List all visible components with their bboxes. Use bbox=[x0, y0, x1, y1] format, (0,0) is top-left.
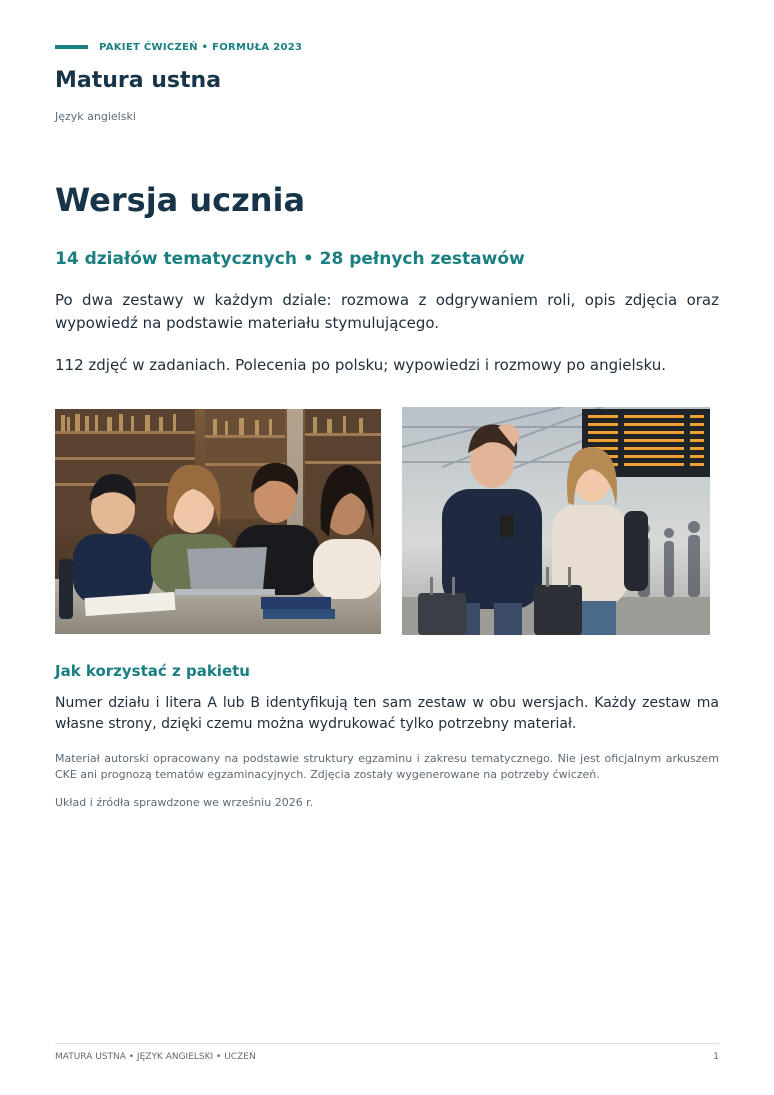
verification-note: Układ i źródła sprawdzone we wrześniu 2026 r. bbox=[55, 796, 314, 809]
photo-travellers-station-image bbox=[402, 407, 710, 635]
disclaimer-note: Materiał autorski opracowany na podstawie struktury egzaminu i zakresu tematycznego. Nie jest oficjalnym arkuszem CKE ani prognozą tematów egzaminacyjnych. Zdjęcia zostały wygenerowane na potrzeby ćwiczeń. bbox=[55, 752, 719, 781]
page-number: 1 bbox=[713, 1052, 719, 1062]
tagline: 14 działów tematycznych • 28 pełnych zestawów bbox=[55, 249, 525, 269]
document-subtitle: Język angielski bbox=[55, 110, 136, 123]
footer-divider bbox=[55, 1043, 719, 1044]
section-heading: Jak korzystać z pakietu bbox=[55, 662, 250, 680]
section-body: Numer działu i litera A lub B identyfikują ten sam zestaw w obu wersjach. Każdy zestaw ma własne strony, dzięki czemu można wydrukować tylko potrzebny materiał. bbox=[55, 695, 719, 732]
version-heading: Wersja ucznia bbox=[55, 181, 306, 219]
eyebrow-label: PAKIET ĆWICZEŃ • FORMUŁA 2023 bbox=[99, 41, 303, 53]
eyebrow-accent-bar bbox=[55, 45, 88, 49]
photo-travellers-station bbox=[402, 407, 710, 635]
photo-students-library-image bbox=[55, 409, 381, 634]
document-title: Matura ustna bbox=[55, 68, 222, 93]
footer-running-title: MATURA USTNA • JĘZYK ANGIELSKI • UCZEŃ bbox=[55, 1052, 256, 1062]
intro-paragraph: 112 zdjęć w zadaniach. Polecenia po polsku; wypowiedzi i rozmowy po angielsku. bbox=[55, 356, 667, 374]
photo-students-library bbox=[55, 409, 381, 634]
intro-paragraph: Po dwa zestawy w każdym dziale: rozmowa z odgrywaniem roli, opis zdjęcia oraz wypowiedź na podstawie materiału stymulującego. bbox=[55, 291, 719, 332]
eyebrow bbox=[55, 40, 302, 54]
